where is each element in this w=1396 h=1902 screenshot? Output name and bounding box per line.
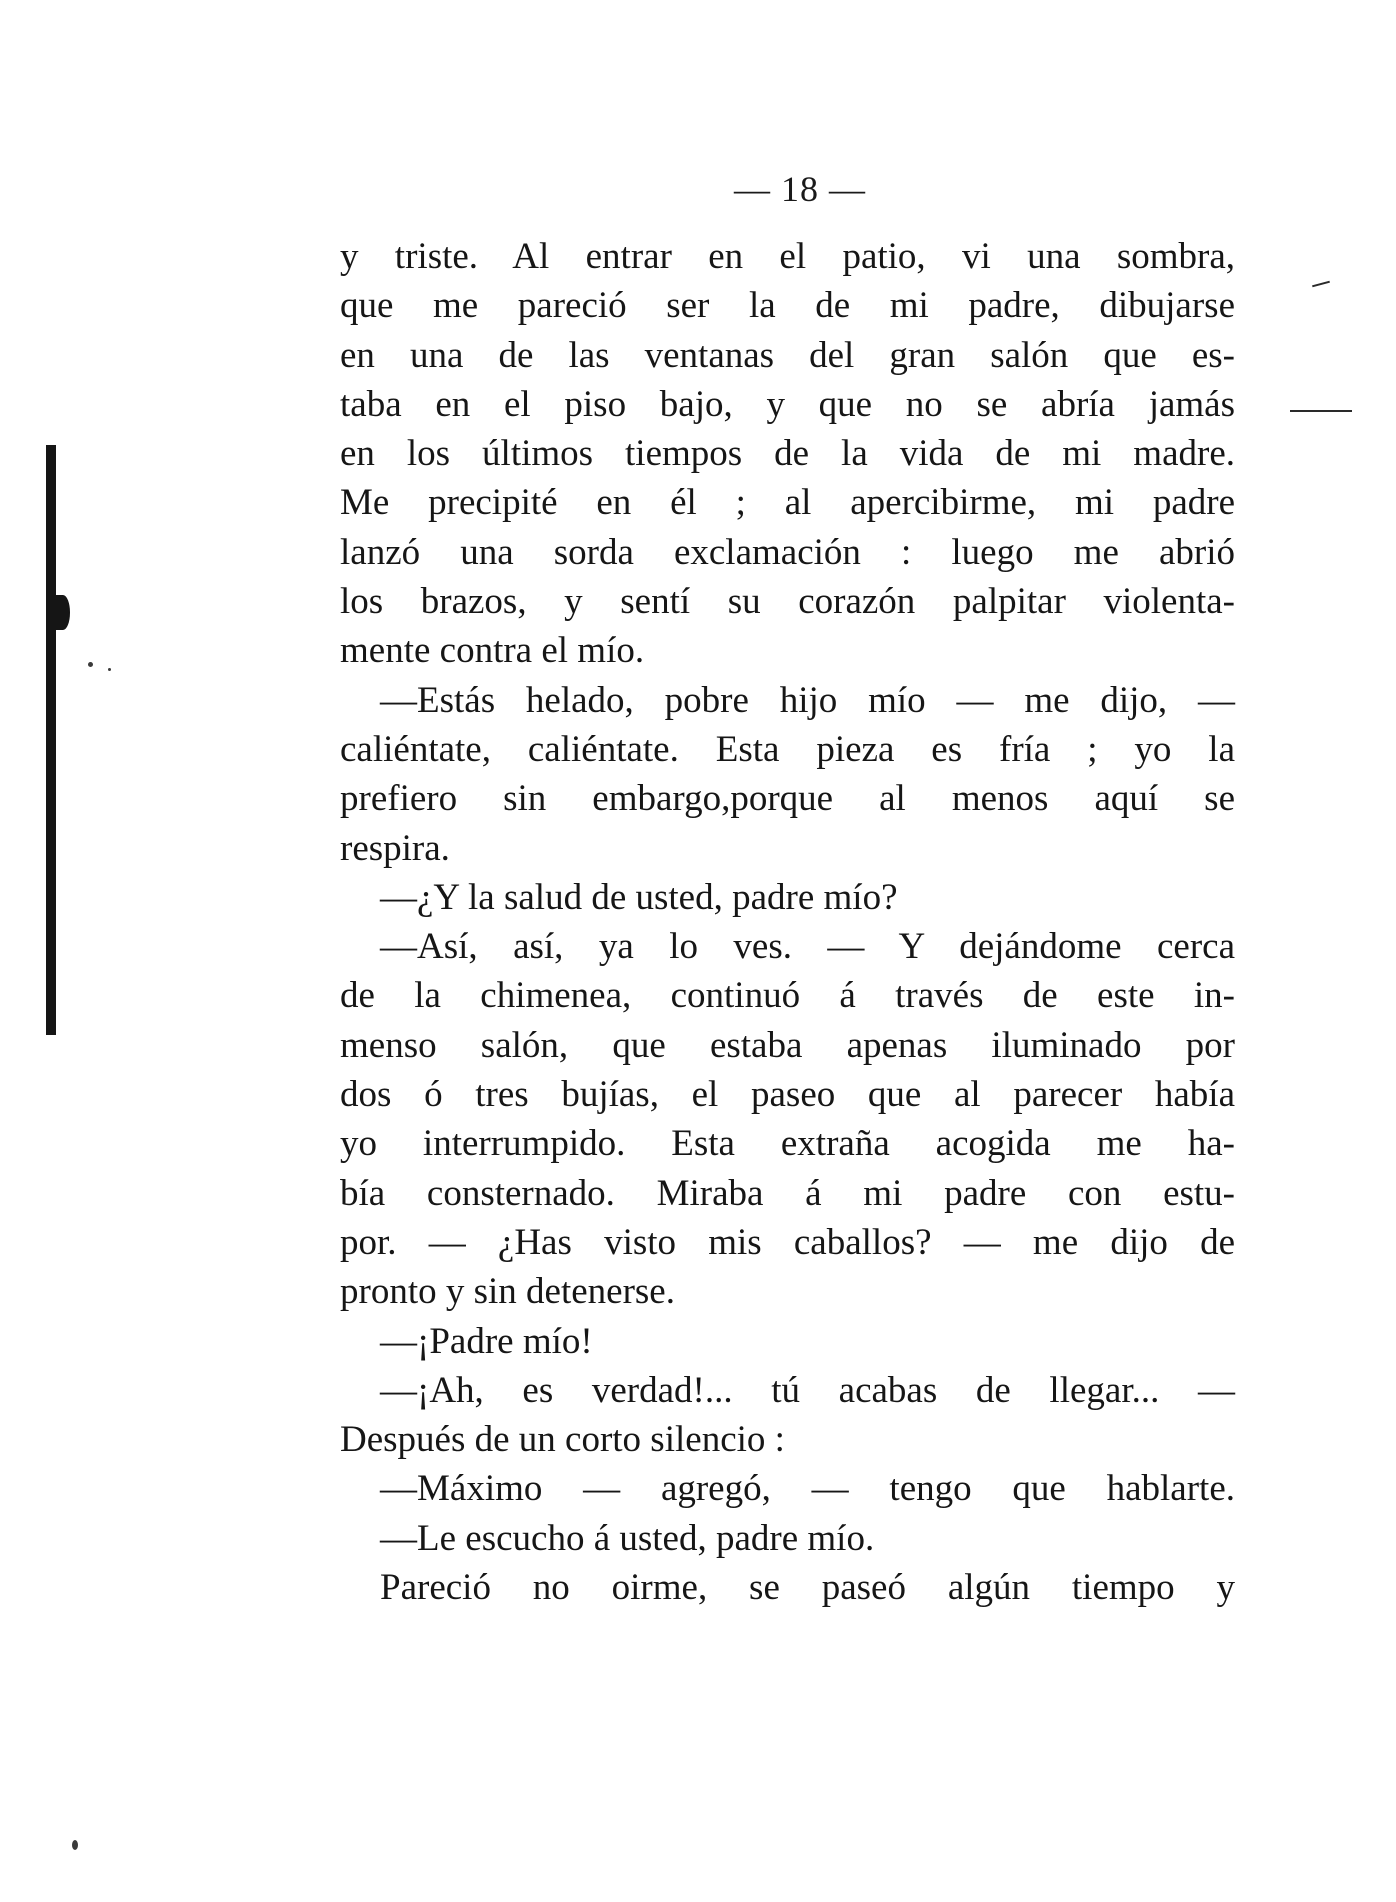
binding-shadow-notch	[56, 595, 70, 630]
text-line: yo interrumpido. Esta extraña acogida me ha-	[340, 1123, 1235, 1165]
text-line: dos ó tres bujías, el paseo que al parecer había	[340, 1074, 1235, 1116]
scan-speck	[88, 662, 93, 667]
body-text	[340, 232, 1235, 1612]
text-line: por. — ¿Has visto mis caballos? — me dijo de	[340, 1221, 1235, 1263]
text-line: taba en el piso bajo, y que no se abría jamás	[340, 383, 1235, 425]
text-line: en los últimos tiempos de la vida de mi madre.	[340, 433, 1235, 475]
margin-mark	[1312, 281, 1330, 288]
text-line: —Estás helado, pobre hijo mío — me dijo, —	[380, 679, 1235, 721]
text-line: —Así, así, ya lo ves. — Y dejándome cerca	[380, 926, 1235, 968]
text-line: —¡Ah, es verdad!... tú acabas de llegar... —	[380, 1369, 1235, 1411]
text-line: en una de las ventanas del gran salón que es-	[340, 334, 1235, 376]
text-line: Pareció no oirme, se paseó algún tiempo y	[380, 1567, 1235, 1609]
text-line: pronto y sin detenerse.	[340, 1271, 675, 1313]
text-line: —Máximo — agregó, — tengo que hablarte.	[380, 1468, 1235, 1510]
scan-speck	[108, 668, 111, 671]
text-line: —¿Y la salud de usted, padre mío?	[380, 876, 898, 918]
text-line: prefiero sin embargo,porque al menos aquí se	[340, 778, 1235, 820]
text-line: caliéntate, caliéntate. Esta pieza es fría ; yo la	[340, 728, 1235, 770]
text-line: de la chimenea, continuó á través de este in-	[340, 975, 1235, 1017]
text-line: mente contra el mío.	[340, 630, 645, 672]
text-line: los brazos, y sentí su corazón palpitar violenta-	[340, 581, 1235, 623]
text-line: respira.	[340, 827, 450, 869]
binding-shadow	[46, 445, 56, 1035]
margin-mark	[1290, 410, 1352, 412]
text-line: —¡Padre mío!	[380, 1320, 593, 1362]
text-line: Después de un corto silencio :	[340, 1419, 785, 1461]
text-line: —Le escucho á usted, padre mío.	[380, 1517, 875, 1559]
scan-speck	[72, 1840, 78, 1850]
text-line: y triste. Al entrar en el patio, vi una sombra,	[340, 236, 1235, 277]
text-line: Me precipité en él ; al apercibirme, mi padre	[340, 482, 1235, 524]
text-line: lanzó una sorda exclamación : luego me abrió	[340, 531, 1235, 573]
page-number: — 18 —	[734, 169, 866, 209]
text-line: menso salón, que estaba apenas iluminado por	[340, 1024, 1235, 1066]
text-line: bía consternado. Miraba á mi padre con estu-	[340, 1172, 1235, 1214]
text-line: que me pareció ser la de mi padre, dibujarse	[340, 285, 1235, 327]
